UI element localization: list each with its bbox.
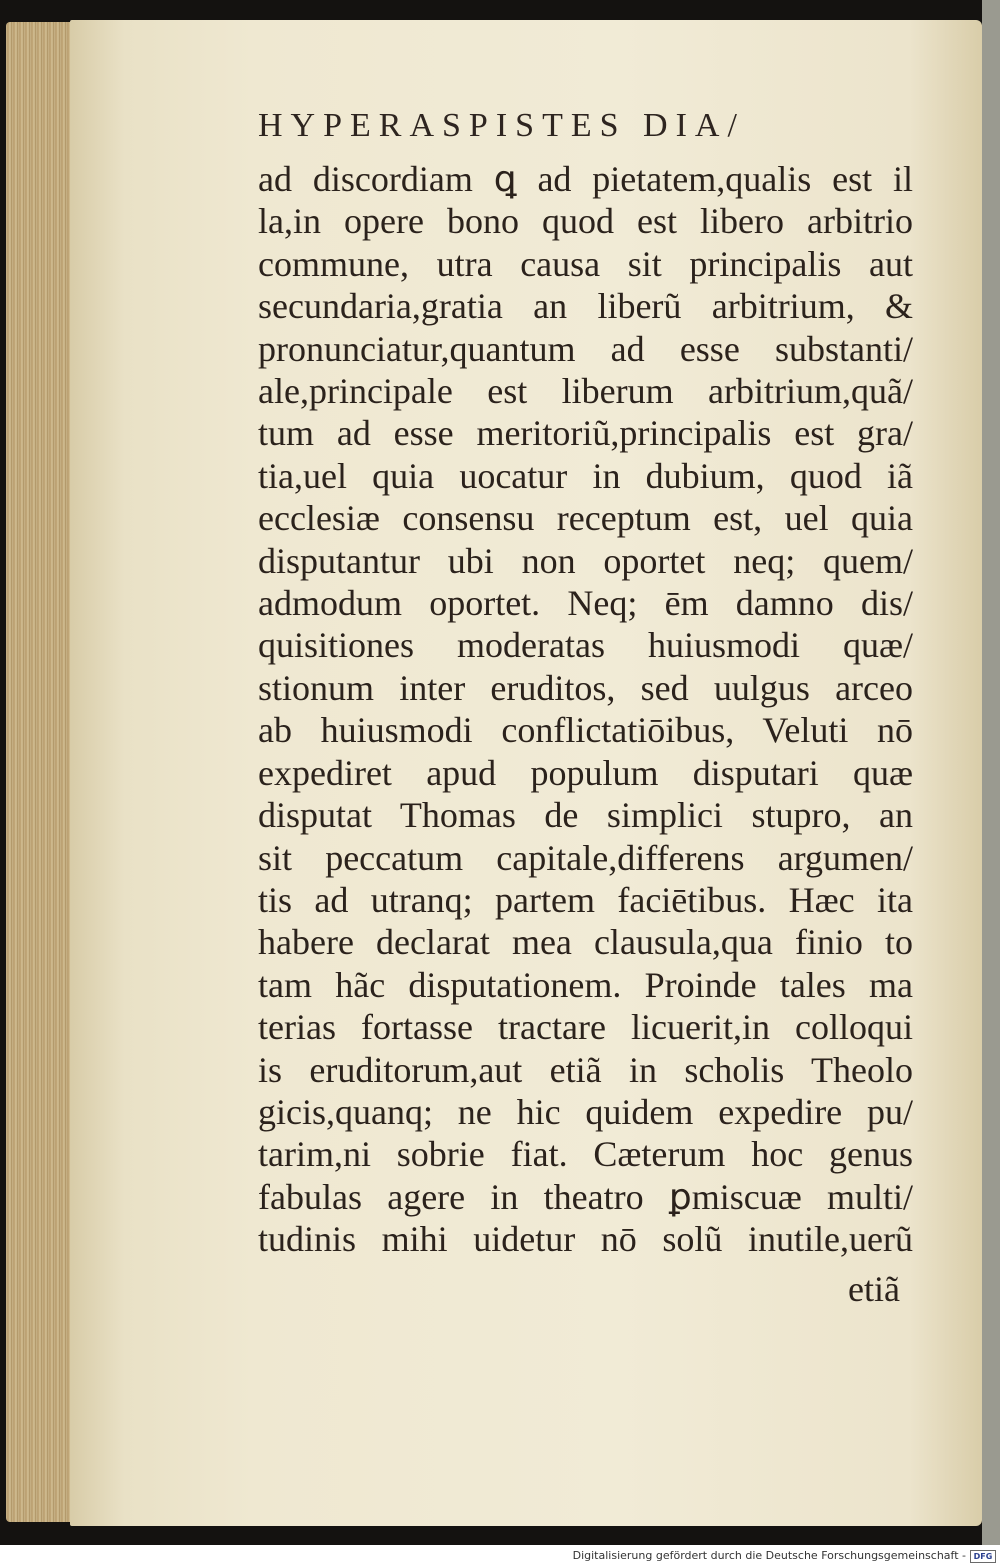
catchword: etiã [848, 1269, 900, 1309]
text-line: terias fortasse tractare licuerit,in colloqui [258, 1007, 913, 1048]
text-line: expediret apud populum disputari quæ [258, 752, 913, 793]
text-line: tia,uel quia uocatur in dubium, quod iã [258, 455, 913, 496]
text-line: ale,principale est liberum arbitrium,quã/ [258, 371, 913, 412]
text-line: ad discordiam ꝗ ad pietatem,qualis est il [258, 159, 913, 199]
text-line: disputantur ubi non oportet neq; quem/ [258, 540, 913, 581]
text-line: la,in opere bono quod est libero arbitrio [258, 201, 913, 242]
dfg-logo: DFG [970, 1550, 996, 1563]
text-line: admodum oportet. Neq; ēm damno dis/ [258, 583, 913, 624]
text-line: sit peccatum capitale,differens argumen/ [258, 837, 913, 878]
text-line: is eruditorum,aut etiã in scholis Theolo [258, 1049, 913, 1090]
text-line: pronunciatur,quantum ad esse substanti/ [258, 328, 913, 369]
text-line: gicis,quanq; ne hic quidem expedire pu/ [258, 1091, 913, 1132]
text-line: tarim,ni sobrie fiat. Cæterum hoc genus [258, 1134, 913, 1175]
text-line: commune, utra causa sit principalis aut [258, 243, 913, 284]
book-page-edges [6, 22, 76, 1522]
text-line: disputat Thomas de simplici stupro, an [258, 795, 913, 836]
text-line: tis ad utranq; partem faciētibus. Hæc ita [258, 879, 913, 920]
text-line: stionum inter eruditos, sed uulgus arceo [258, 667, 913, 708]
text-line: ab huiusmodi conflictatiōibus, Veluti nō [258, 710, 913, 751]
text-line: habere declarat mea clausula,qua finio to [258, 922, 913, 963]
scan-edge [982, 0, 1000, 1545]
text-line: fabulas agere in theatro ꝑmiscuæ multi/ [258, 1176, 913, 1217]
text-line: tudinis mihi uidetur nō solũ inutile,uerũ [258, 1219, 913, 1260]
text-line: ecclesiæ consensu receptum est, uel quia [258, 498, 913, 539]
running-header: HYPERASPISTES DIA/ [258, 107, 745, 144]
body-text [258, 158, 923, 1261]
text-line: tum ad esse meritoriũ,principalis est gra/ [258, 413, 913, 454]
text-line: secundaria,gratia an liberũ arbitrium, & [258, 286, 913, 327]
text-line: tam hãc disputationem. Proinde tales ma [258, 964, 913, 1005]
text-line: quisitiones moderatas huiusmodi quæ/ [258, 625, 913, 666]
footer-bar [0, 1548, 1000, 1567]
funding-credit: Digitalisierung gefördert durch die Deutsche Forschungsgemeinschaft - [572, 1549, 966, 1562]
